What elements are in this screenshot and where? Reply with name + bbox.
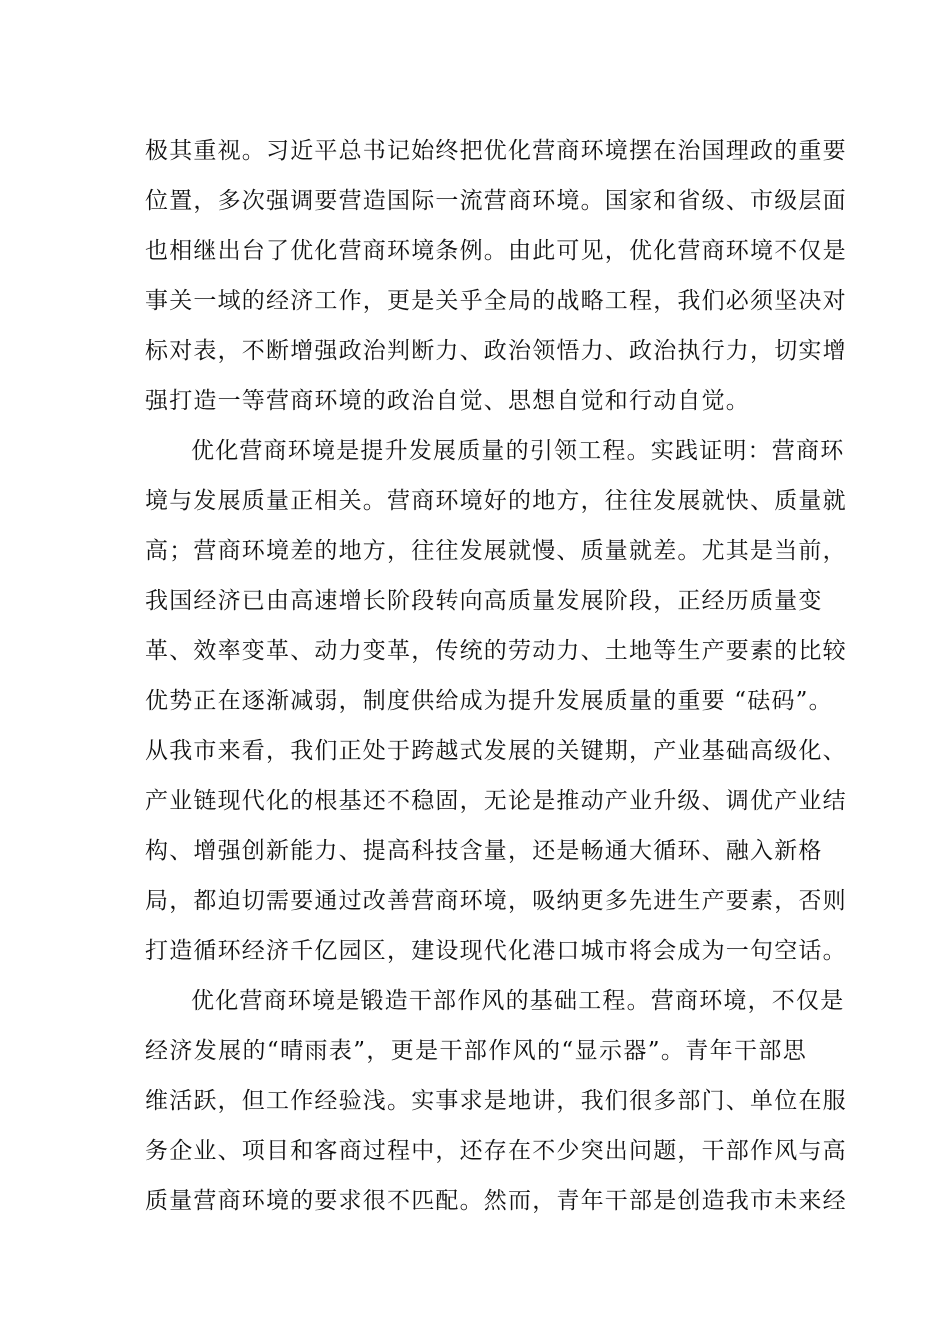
text-line: 经济发展的“晴雨表”，更是干部作风的“显示器”。青年干部思 xyxy=(145,1038,807,1064)
text-line: 质量营商环境的要求很不匹配。然而，青年干部是创造我市未来经 xyxy=(145,1188,847,1214)
paragraph-end-line: 打造循环经济千亿园区，建设现代化港口城市将会成为一句空话。 xyxy=(145,938,847,964)
text-line: 也相继出台了优化营商环境条例。由此可见，优化营商环境不仅是 xyxy=(145,238,847,264)
text-line: 构、增强创新能力、提高科技含量，还是畅通大循环、融入新格 xyxy=(145,838,823,864)
text-line: 极其重视。习近平总书记始终把优化营商环境摆在治国理政的重要 xyxy=(145,138,847,164)
text-line: 优势正在逐渐减弱，制度供给成为提升发展质量的重要 “砝码”。 xyxy=(145,688,833,714)
text-line: 局，都迫切需要通过改善营商环境，吸纳更多先进生产要素，否则 xyxy=(145,888,847,914)
paragraph-first-line: 优化营商环境是锻造干部作风的基础工程。营商环境，不仅是 xyxy=(191,988,845,1014)
text-line: 境与发展质量正相关。营商环境好的地方，往往发展就快、质量就 xyxy=(145,488,847,514)
text-line: 务企业、项目和客商过程中，还存在不少突出问题，干部作风与高 xyxy=(145,1138,847,1164)
text-line: 位置，多次强调要营造国际一流营商环境。国家和省级、市级层面 xyxy=(145,188,847,214)
text-line: 高；营商环境差的地方，往往发展就慢、质量就差。尤其是当前， xyxy=(145,538,847,564)
text-line: 革、效率变革、动力变革，传统的劳动力、土地等生产要素的比较 xyxy=(145,638,847,664)
text-line: 产业链现代化的根基还不稳固，无论是推动产业升级、调优产业结 xyxy=(145,788,847,814)
text-line: 从我市来看，我们正处于跨越式发展的关键期，产业基础高级化、 xyxy=(145,738,847,764)
paragraph-first-line: 优化营商环境是提升发展质量的引领工程。实践证明：营商环 xyxy=(191,438,845,464)
text-line: 维活跃，但工作经验浅。实事求是地讲，我们很多部门、单位在服 xyxy=(145,1088,847,1114)
text-line: 标对表，不断增强政治判断力、政治领悟力、政治执行力，切实增 xyxy=(145,338,847,364)
paragraph-end-line: 强打造一等营商环境的政治自觉、思想自觉和行动自觉。 xyxy=(145,388,750,414)
text-line: 事关一域的经济工作，更是关乎全局的战略工程，我们必须坚决对 xyxy=(145,288,847,314)
text-line: 我国经济已由高速增长阶段转向高质量发展阶段，正经历质量变 xyxy=(145,588,823,614)
